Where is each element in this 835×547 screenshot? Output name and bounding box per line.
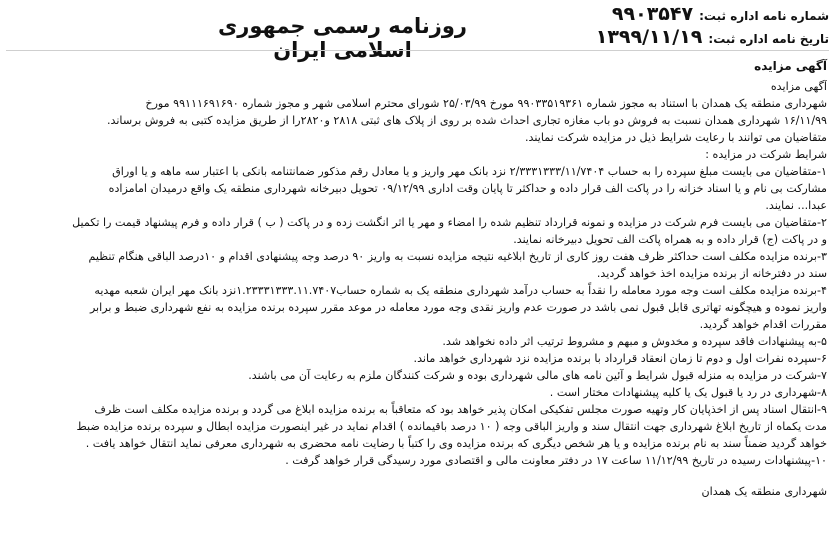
condition-1-cont: عبدا... نمایند. [765, 199, 827, 212]
registration-number-label: شماره نامه اداره ثبت: [699, 9, 829, 23]
condition-1-cont: مشارکت بی نام و یا اسناد خزانه را در پاکت الف قرار داده و حداکثر تا پایان وقت اداری ۰۹/۱۲/۹۹ تحویل دبیرخانه شهرداری منطقه یک واقع درمیدان امامزاده [108, 182, 827, 195]
notice-line: متقاضیان می توانند با رعایت شرایط ذیل در مزایده شرکت نمایند. [525, 131, 827, 144]
notice-line: ۱۶/۱۱/۹۹ شهرداری همدان نسبت به فروش دو باب مغازه تجاری احداث شده بر روی از پلاک های ثبتی ۲۸۱۸ و۲۸۲۰را از طریق مزایده کتبی به فروش برساند. [107, 114, 827, 127]
masthead [6, 3, 829, 62]
condition-10: ۱۰-پیشنهادات رسیده در تاریخ ۱۱/۱۲/۹۹ ساعت ۱۷ در دفتر معاونت مالی و اقتصادی مورد رسیدگی قرار خواهد گرفت . [285, 454, 827, 467]
condition-6: ۶-سپرده نفرات اول و دوم تا زمان انعقاد قرارداد با برنده مزایده نزد شهرداری خواهد ماند. [413, 352, 827, 365]
condition-5: ۵-به پیشنهادات فاقد سپرده و مخدوش و مبهم و مشروط ترتیب اثر داده نخواهد شد. [442, 335, 827, 348]
notice-subtitle: آگهی مزایده [770, 80, 827, 93]
condition-4: ۴-برنده مزایده مکلف است وجه مورد معامله را نقداً به حساب درآمد شهرداری منطقه یک به شماره حساب۱.۲۳۳۳۱۳۳۳.۱۱.۷۴۰۷نزد بانک مهر ایران شعبه مهدیه [94, 284, 827, 297]
newspaper-title: روزنامه رسمی جمهوری اسلامی ایران [217, 14, 467, 62]
registration-info [569, 4, 829, 50]
condition-9: ۹-انتقال اسناد پس از اخذپایان کار وتهیه صورت مجلس تفکیکی امکان پذیر خواهد بود که متعاقباً به برنده مزایده ابلاغ می گردد و برنده مزایده مکلف است ظرف [94, 403, 827, 416]
condition-9-cont: مدت یکماه از تاریخ ابلاغ شهرداری جهت انتقال سند و واریز الباقی وجه ( ۱۰ درصد باقیمانده ) اقدام نماید در غیر اینصورت مزایده ابطال و سپرده برنده مزایده ضبط [76, 420, 827, 433]
notice-title: آگهی مزایده [754, 59, 827, 73]
header-divider [6, 50, 829, 51]
condition-2-cont: و در پاکت (ج) قرار داده و به همراه پاکت الف تحویل دبیرخانه نمایند. [513, 233, 827, 246]
condition-3-cont: سند در دفترخانه از برنده مزایده اخذ خواهد گردید. [596, 267, 827, 280]
notice-line: شهرداری منطقه یک همدان با استناد به مجوز شماره ۹۹۰۳۳۵۱۹۳۶۱ مورخ ۲۵/۰۳/۹۹ شورای محترم اسلامی شهر و مجوز شماره ۹۹۱۱۱۶۹۱۶۹۰ مورخ [145, 97, 827, 110]
condition-4-cont: مقررات اقدام خواهد گردید. [699, 318, 827, 331]
registration-date-label: تاریخ نامه اداره ثبت: [708, 32, 829, 46]
registration-number-row [569, 4, 829, 27]
registration-date-row [569, 27, 829, 50]
condition-2: ۲-متقاضیان می بایست فرم شرکت در مزایده و نمونه قرارداد تنظیم شده را امضاء و مهر یا اثر انگشت زده و در پاکت ( ب ) قرار داده و فرم پیشنهاد قیمت را تکمیل [72, 216, 827, 229]
condition-4-cont: واریز نموده و هیچگونه تهاتری قابل قبول نمی باشد در صورت عدم واریز نقدی وجه مورد معامله در موعد مقرر سپرده برنده مزایده به نفع شهرداری ضبط و برابر [89, 301, 827, 314]
registration-number-value: ۹۹۰۳۵۴۷ [611, 3, 694, 25]
conditions-heading: شرایط شرکت در مزایده : [705, 148, 827, 161]
registration-date-value: ۱۳۹۹/۱۱/۱۹ [595, 26, 703, 48]
signature: شهرداری منطقه یک همدان [701, 485, 827, 498]
notice-body [8, 58, 827, 541]
condition-8: ۸-شهرداری در رد یا قبول یک یا کلیه پیشنهادات مختار است . [549, 386, 827, 399]
condition-7: ۷-شرکت در مزایده به منزله قبول شرایط و آئین نامه های مالی شهرداری بوده و شرکت کنندگان ملزم به رعایت آن می باشند. [248, 369, 827, 382]
condition-3: ۳-برنده مزایده مکلف است حداکثر ظرف هفت روز کاری از تاریخ ابلاغیه نتیجه مزایده نسبت به واریز ۹۰ درصد وجه پیشنهادی اقدام و ۱۰درصد الباقی هنگام تنظیم [88, 250, 827, 263]
condition-9-cont: خواهد گردید ضمناً سند به نام برنده مزایده و یا هر شخص دیگری که برنده مزایده وی را کتباً با رضایت نامه محضری به شهرداری معرفی نماید انتقال خواهد یافت . [85, 437, 827, 450]
condition-1: ۱-متقاضیان می بایست مبلغ سپرده را به حساب ۲/۳۳۳۱۳۳۳/۱۱/۷۴۰۴ نزد بانک مهر واریز و یا معادل رقم مذکور ضمانتنامه بانکی با اعتبار سه ماهه و یا اوراق [112, 165, 827, 178]
